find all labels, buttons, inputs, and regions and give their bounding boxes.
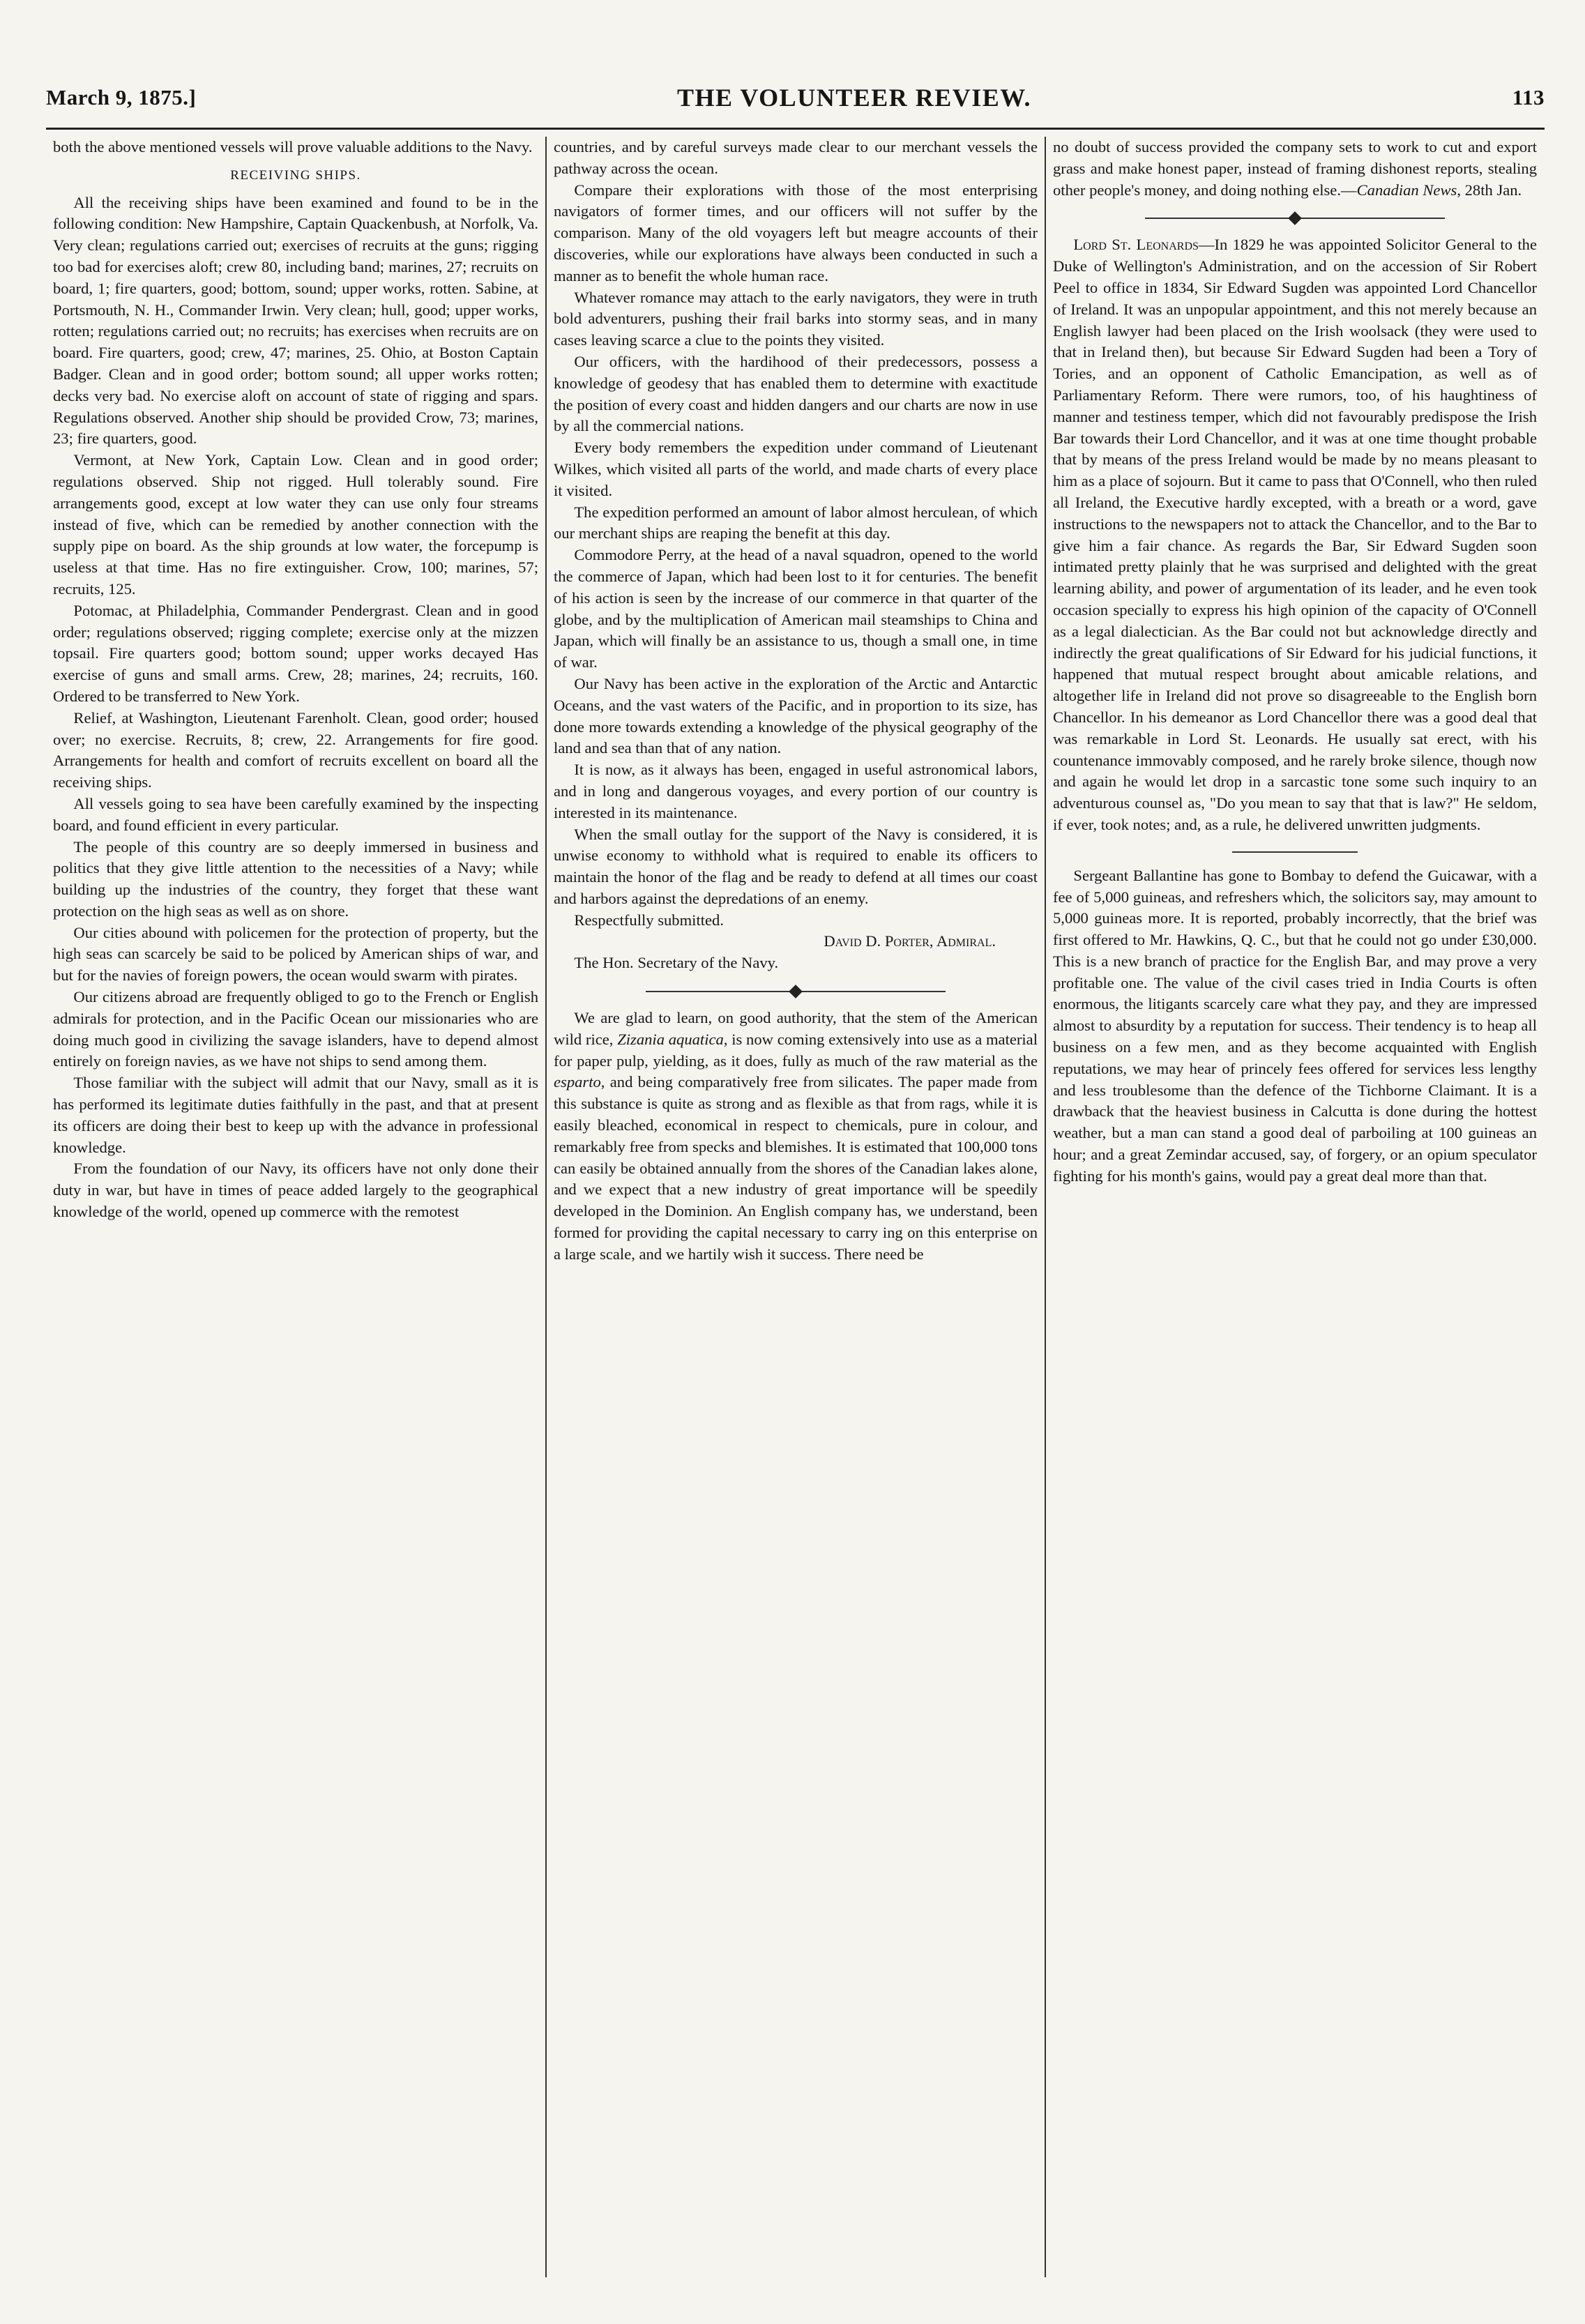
- paragraph: Our cities abound with policemen for the protection of property, but the high seas can scarcely be said to be policed by American ships of war, and but for the navies of foreign powers, the ocean would swarm with pirates.: [53, 923, 538, 985]
- paragraph: All vessels going to sea have been carefully examined by the inspecting board, and found efficient in every particular.: [53, 794, 538, 834]
- paragraph: [1053, 234, 1537, 835]
- text-run: We are glad to learn, on good authority, that the stem of the American wild rice,: [554, 1009, 1038, 1048]
- paragraph: Potomac, at Philadelphia, Commander Pendergrast. Clean and in good order; regulations observed; rigging complete; exercise only at the mizzen topsail. Fire quarters good; bottom sound; upper works decayed Has exercise of guns and small arms. Crew, 28; marines, 24; recruits, 160. Ordered to be transferred to New York.: [53, 601, 538, 705]
- italic-species-name: Zizania aquatica: [617, 1030, 724, 1048]
- paragraph: When the small outlay for the support of the Navy is considered, it is unwise economy to withhold what is required to enable its officers to maintain the honor of the flag and be ready to defend at all times our coast and harbors against the depredations of an enemy.: [554, 825, 1038, 907]
- paragraph: Those familiar with the subject will admit that our Navy, small as it is has performed its legitimate duties faithfully in the past, and that at present its officers are doing their best to keep up with the advance in professional knowledge.: [53, 1074, 538, 1156]
- diamond-ornament-icon: [1288, 211, 1302, 225]
- article-lead: Lord St. Leonards: [1073, 236, 1199, 254]
- paragraph: The Hon. Secretary of the Navy.: [574, 954, 779, 972]
- paragraph: countries, and by careful surveys made clear to our merchant vessels the pathway across the ocean.: [554, 138, 1038, 177]
- paragraph: Compare their explorations with those of the most enterprising navigators of former times, and our officers will not suffer by the comparison. Many of the old voyagers left but meagre accounts of their discoveries, while our explorations have always been conducted in such a manner as to benefit the whole human race.: [554, 181, 1038, 284]
- paragraph: Our citizens abroad are frequently obliged to go to the French or English admirals for protection, and in the Pacific Ocean our missionaries who are doing much good in civilizing the savage islanders, have to depend almost entirely on foreign navies, as we have not ships to send among them.: [53, 988, 538, 1070]
- header-date: March 9, 1875.]: [46, 85, 197, 109]
- section-subhead: RECEIVING SHIPS.: [230, 167, 361, 183]
- column-2: [545, 137, 1045, 2277]
- paragraph: Respectfully submitted.: [574, 911, 724, 929]
- text-run: , 28th Jan.: [1457, 181, 1522, 199]
- masthead-title: THE VOLUNTEER REVIEW.: [677, 84, 1031, 112]
- paragraph: [1053, 137, 1537, 201]
- ornament-rule: [799, 991, 946, 992]
- paragraph: Sergeant Ballantine has gone to Bombay to defend the Guicawar, with a fee of 5,000 guineas, and refreshers which, the solicitors say, may amount to 5,000 guineas more. It is reported, probably incorrectly, that the brief was first offered to Mr. Hawkins, Q. C., but that he could not go under £30,000. This is a new branch of practice for the English Bar, and may prove a very profitable one. The value of the civil cases tried in India Courts is often enormous, the litigants scarcely care what they pay, and they are impressed almost to absurdity by a reputation for success. Their tendency is to heap all business on a few men, and as they become acquainted with English reputations, we may hear of princely fees offered for services less lengthy and less troublesome than the defence of the Tichborne Claimant. It is a drawback that the heaviest business in Calcutta is done during the hottest weather, but a man can stand a good deal of parboiling at 100 guineas an hour; and a great Zemindar accused, say, of forgery, or an opium speculator fighting for his month's gains, would pay a great deal more than that.: [1053, 866, 1537, 1185]
- column-3: [1045, 137, 1544, 2277]
- paragraph: The expedition performed an amount of labor almost herculean, of which our merchant ships are reaping the benefit at this day.: [554, 503, 1038, 542]
- paragraph: Whatever romance may attach to the early navigators, they were in truth bold adventurers, pushing their frail barks into stormy seas, and in many cases leaving scarce a clue to the points they visited.: [554, 288, 1038, 349]
- paragraph: Vermont, at New York, Captain Low. Clean and in good order; regulations observed. Ship not rigged. Hull tolerably sound. Fire arrangements good, except at low water they can use only four streams instead of five, which can be remedied by another connection with the supply pipe on board. As the ship grounds at low water, the forcepump is useless at that time. Has no fire extinguisher. Crow, 100; marines, 57; recruits, 125.: [53, 451, 538, 598]
- page-header: [46, 77, 1545, 119]
- italic-source: Canadian News: [1356, 181, 1457, 199]
- section-ornament: [1053, 213, 1537, 223]
- ornament-rule: [1145, 218, 1291, 219]
- paragraph: Our officers, with the hardihood of their predecessors, possess a knowledge of geodesy that has enabled them to determine with exactitude the position of every coast and hidden dangers and our charts are now in use by all the commercial nations.: [554, 352, 1038, 435]
- paragraph: Relief, at Washington, Lieutenant Farenholt. Clean, good order; housed over; no exercise. Recruits, 8; crew, 22. Arrangements for fire good. Arrangements for health and comfort of recruits excellent on board all the receiving ships.: [53, 708, 538, 791]
- ornament-rule: [1298, 218, 1445, 219]
- page-number: 113: [1512, 85, 1545, 109]
- text-run: , is now coming extensively into use as a material for paper pulp, yielding, as it does, fully as much of the raw material as the: [554, 1030, 1038, 1070]
- text-run: , and being comparatively free from silicates. The paper made from this substance is quite as strong and as flexible as that from rags, while it is easily bleached, economical in respect to chemicals, pure in colour, and remarkably free from specks and blemishes. It is estimated that 100,000 tons can easily be obtained annually from the shores of the Canadian lakes alone, and we expect that a new industry of great importance will be speedily developed in the Dominion. An English company has, we understand, been formed for providing the capital necessary to carry ing on this enterprise on a large scale, and we hartily wish it success. There need be: [554, 1073, 1038, 1263]
- paragraph: Our Navy has been active in the exploration of the Arctic and Antarctic Oceans, and the vast waters of the Pacific, and in proportion to its size, has done more towards extending a knowledge of the physical geography of the land and sea than that of any nation.: [554, 674, 1038, 757]
- italic-term: esparto: [554, 1073, 601, 1091]
- ornament-rule: [646, 991, 792, 992]
- section-ornament: [554, 987, 1038, 996]
- paragraph: [554, 1008, 1038, 1266]
- paragraph: Every body remembers the expedition under command of Lieutenant Wilkes, which visited all parts of the world, and made charts of every place it visited.: [554, 439, 1038, 499]
- column-1: [46, 137, 545, 2277]
- text-run: —In 1829 he was appointed Solicitor General to the Duke of Wellington's Administration, and on the accession of Sir Robert Peel to office in 1834, Sir Edward Sugden was appointed Lord Chancellor of Ireland. It was an unpopular appointment, and this not merely because an English lawyer had been placed on the Irish woolsack (they were used to that in Ireland then), but because Sir Edward Sugden had been a Tory of Tories, and an opponent of Catholic Emancipation, as well as of Parliamentary Reform. There were rumors, too, of his haughtiness of manner and testiness temper, which did not favourably predispose the Irish Bar towards their Lord Chancellor, and it was at one time thought probable that by means of the press Ireland would be made by no means pleasant to him as a place of sojourn. But it came to pass that O'Connell, who then ruled all Ireland, the Executive hardly excepted, with a breath or a word, gave instructions to the newspapers not to attack the Chancellor, and to the Bar to give him a fair chance. As regards the Bar, Sir Edward Sugden soon intimated pretty plainly that he was surprised and delighted with the great learning ability, and power of argumentation of its leader, and he even took occasion specially to express his high opinion of the capacity of O'Connell as a legal dialectician. As the Bar could not but acknowledge directly and indirectly the great qualifications of Sir Edward for his judicial functions, it happened that mutual respect brought about amicable relations, and altogether life in Ireland did not prove so disagreeable to the English born Chancellor. In his demeanor as Lord Chancellor there was a good deal that was remarkable in Lord St. Leonards. He usually sat erect, with his countenance immovably composed, and he rarely broke silence, though now and again he would let drop in a sarcastic tone some such inquiry to an adventurous counsel as, "Do you mean to say that that is law?" He seldom, if ever, took notes; and, as a rule, he delivered unwritten judgments.: [1053, 236, 1538, 833]
- header-rule: [46, 128, 1545, 130]
- paragraph: The people of this country are so deeply immersed in business and politics that they give little attention to the necessities of a Navy; while building up the industries of the country, they forget that these want protection on the high seas as well as on shore.: [53, 837, 538, 920]
- paragraph: Commodore Perry, at the head of a naval squadron, opened to the world the commerce of Japan, which had been lost to it for centuries. The benefit of his action is seen by the increase of our commerce in that quarter of the globe, and by the multiplication of American mail steamships to China and Japan, which will finally be an assistance to us, though a small one, in time of war.: [554, 546, 1038, 671]
- paragraph: From the foundation of our Navy, its officers have not only done their duty in war, but have in times of peace added largely to the geographical knowledge of the world, opened up commerce with the remotest: [53, 1160, 538, 1221]
- signature-line: David D. Porter, Admiral.: [824, 932, 996, 950]
- article-columns: [46, 137, 1545, 2277]
- text-run: no doubt of success provided the company sets to work to cut and export grass and make honest paper, instead of framing dishonest reports, stealing other people's money, and doing nothing else.—: [1053, 138, 1537, 199]
- paragraph: All the receiving ships have been examined and found to be in the following condition: New Hampshire, Captain Quackenbush, at Norfolk, Va. Very clean; regulations carried out; exercises of recruits at the guns; rigging too bad for exercises aloft; crew 80, including band; marines, 27; recruits on board, 1; fire quarters, good; bottom, sound; upper works, rotten. Sabine, at Portsmouth, N. H., Commander Irwin. Very clean; hull, good; upper works, rotten; regulations carried out; no recruits; has exercises when recruits are on board. Fire quarters, good; crew, 47; marines, 25. Ohio, at Boston Captain Badger. Clean and in good order; bottom sound; all upper works rotten; decks very bad. No exercise aloft on account of state of rigging and spars. Regulations observed. Another ship should be provided Crow, 73; marines, 23; fire quarters, good.: [53, 193, 538, 448]
- paragraph: both the above mentioned vessels will prove valuable additions to the Navy.: [53, 138, 533, 155]
- paragraph: It is now, as it always has been, engaged in useful astronomical labors, and in long and dangerous voyages, and every portion of our country is interested in its maintenance.: [554, 761, 1038, 821]
- section-divider: [1232, 851, 1358, 853]
- diamond-ornament-icon: [789, 985, 803, 998]
